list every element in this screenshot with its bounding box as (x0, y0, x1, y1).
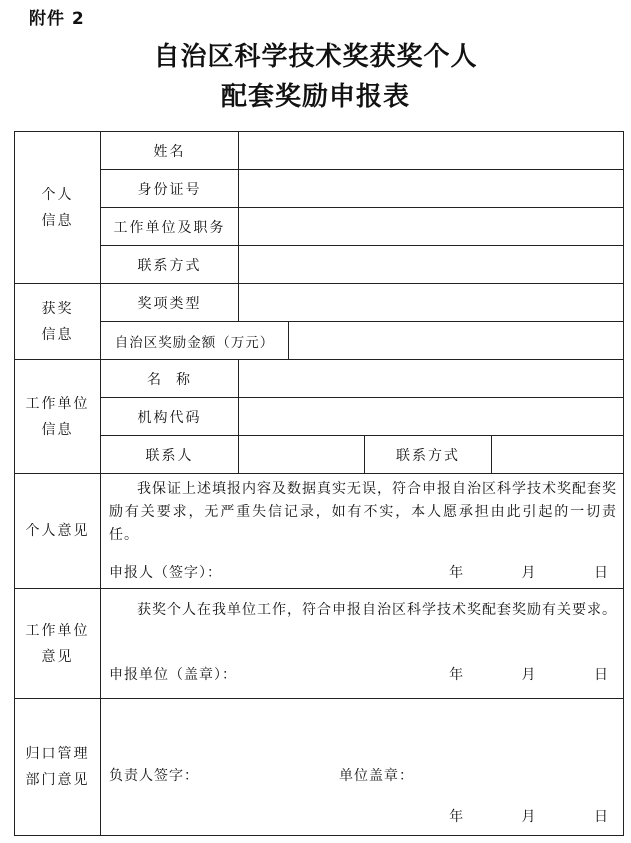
section-personal-opinion: 个人意见 (15, 474, 101, 589)
section-personal-info (15, 132, 101, 284)
award-amount-field[interactable] (289, 322, 624, 360)
contact-label: 联系方式 (101, 246, 239, 284)
employer-opinion-date (449, 664, 609, 684)
section-employer-opinion-title-line1: 工作单位 (25, 622, 90, 639)
year-label: 年 (449, 565, 465, 581)
row-employer-opinion (15, 589, 624, 699)
employer-contact-method-field[interactable] (492, 436, 624, 474)
award-type-field[interactable] (239, 284, 624, 322)
month-label: 月 (521, 809, 537, 825)
employer-position-field[interactable] (239, 208, 624, 246)
row-name (15, 132, 624, 170)
form-title-line2: 配套奖励申报表 (220, 82, 410, 112)
personal-opinion-box (101, 474, 624, 589)
year-label: 年 (449, 809, 465, 825)
employer-name-label: 名 称 (101, 360, 239, 398)
row-org-code (15, 398, 624, 436)
row-award-type (15, 284, 624, 322)
award-type-label: 奖项类型 (101, 284, 239, 322)
id-number-field[interactable] (239, 170, 624, 208)
section-employer-info (15, 360, 101, 474)
employer-contact-method-label: 联系方式 (365, 436, 492, 474)
section-personal-title-line2: 信息 (41, 212, 74, 229)
contact-person-field[interactable] (239, 436, 365, 474)
section-personal-title-line1: 个人 (41, 186, 74, 203)
admin-opinion-box (101, 699, 624, 836)
section-admin-opinion (15, 699, 101, 836)
month-label: 月 (521, 667, 537, 683)
section-award-title-line2: 信息 (41, 326, 74, 343)
head-signature-label: 负责人签字： (109, 768, 199, 784)
day-label: 日 (594, 565, 609, 581)
applicant-signature-label: 申报人（签字）： (109, 565, 222, 581)
contact-field[interactable] (239, 246, 624, 284)
row-employer-contact (15, 436, 624, 474)
row-admin-opinion (15, 699, 624, 836)
unit-seal-label: 单位盖章： (339, 768, 414, 784)
row-employer (15, 208, 624, 246)
application-form-table (14, 131, 624, 836)
row-contact (15, 246, 624, 284)
employer-opinion-box (101, 589, 624, 699)
name-field[interactable] (239, 132, 624, 170)
row-id (15, 170, 624, 208)
employer-opinion-statement: 获奖个人在我单位工作，符合申报自治区科学技术奖配套奖励有关要求。 (137, 602, 617, 618)
id-number-label: 身份证号 (101, 170, 239, 208)
section-admin-opinion-title-line1: 归口管理 (25, 746, 90, 762)
award-amount-label: 自治区奖励金额（万元） (101, 322, 289, 360)
personal-opinion-date (449, 562, 609, 582)
employer-position-label: 工作单位及职务 (101, 208, 239, 246)
admin-opinion-date (449, 806, 609, 826)
attachment-label: 附件 2 (29, 9, 85, 29)
name-label: 姓名 (101, 132, 239, 170)
org-code-field[interactable] (239, 398, 624, 436)
row-employer-name (15, 360, 624, 398)
form-title-line1: 自治区科学技术奖获奖个人 (153, 42, 478, 72)
section-employer-title-line2: 信息 (41, 421, 74, 438)
day-label: 日 (594, 667, 609, 683)
row-personal-opinion (15, 474, 624, 589)
section-employer-opinion-title-line2: 意见 (41, 648, 74, 665)
personal-opinion-statement: 我保证上述填报内容及数据真实无误，符合申报自治区科学技术奖配套奖励有关要求，无严重失信记录，如有不实，本人愿承担由此引起的一切责任。 (109, 481, 617, 543)
section-admin-opinion-title-line2: 部门意见 (25, 772, 90, 788)
year-label: 年 (449, 667, 465, 683)
month-label: 月 (521, 565, 537, 581)
employer-seal-label: 申报单位（盖章）： (109, 667, 237, 683)
org-code-label: 机构代码 (101, 398, 239, 436)
contact-person-label: 联系人 (101, 436, 239, 474)
section-employer-title-line1: 工作单位 (25, 395, 90, 412)
section-award-title-line1: 获奖 (41, 300, 74, 317)
employer-name-field[interactable] (239, 360, 624, 398)
day-label: 日 (594, 809, 609, 825)
section-employer-opinion (15, 589, 101, 699)
row-award-amount (15, 322, 624, 360)
section-award-info (15, 284, 101, 360)
